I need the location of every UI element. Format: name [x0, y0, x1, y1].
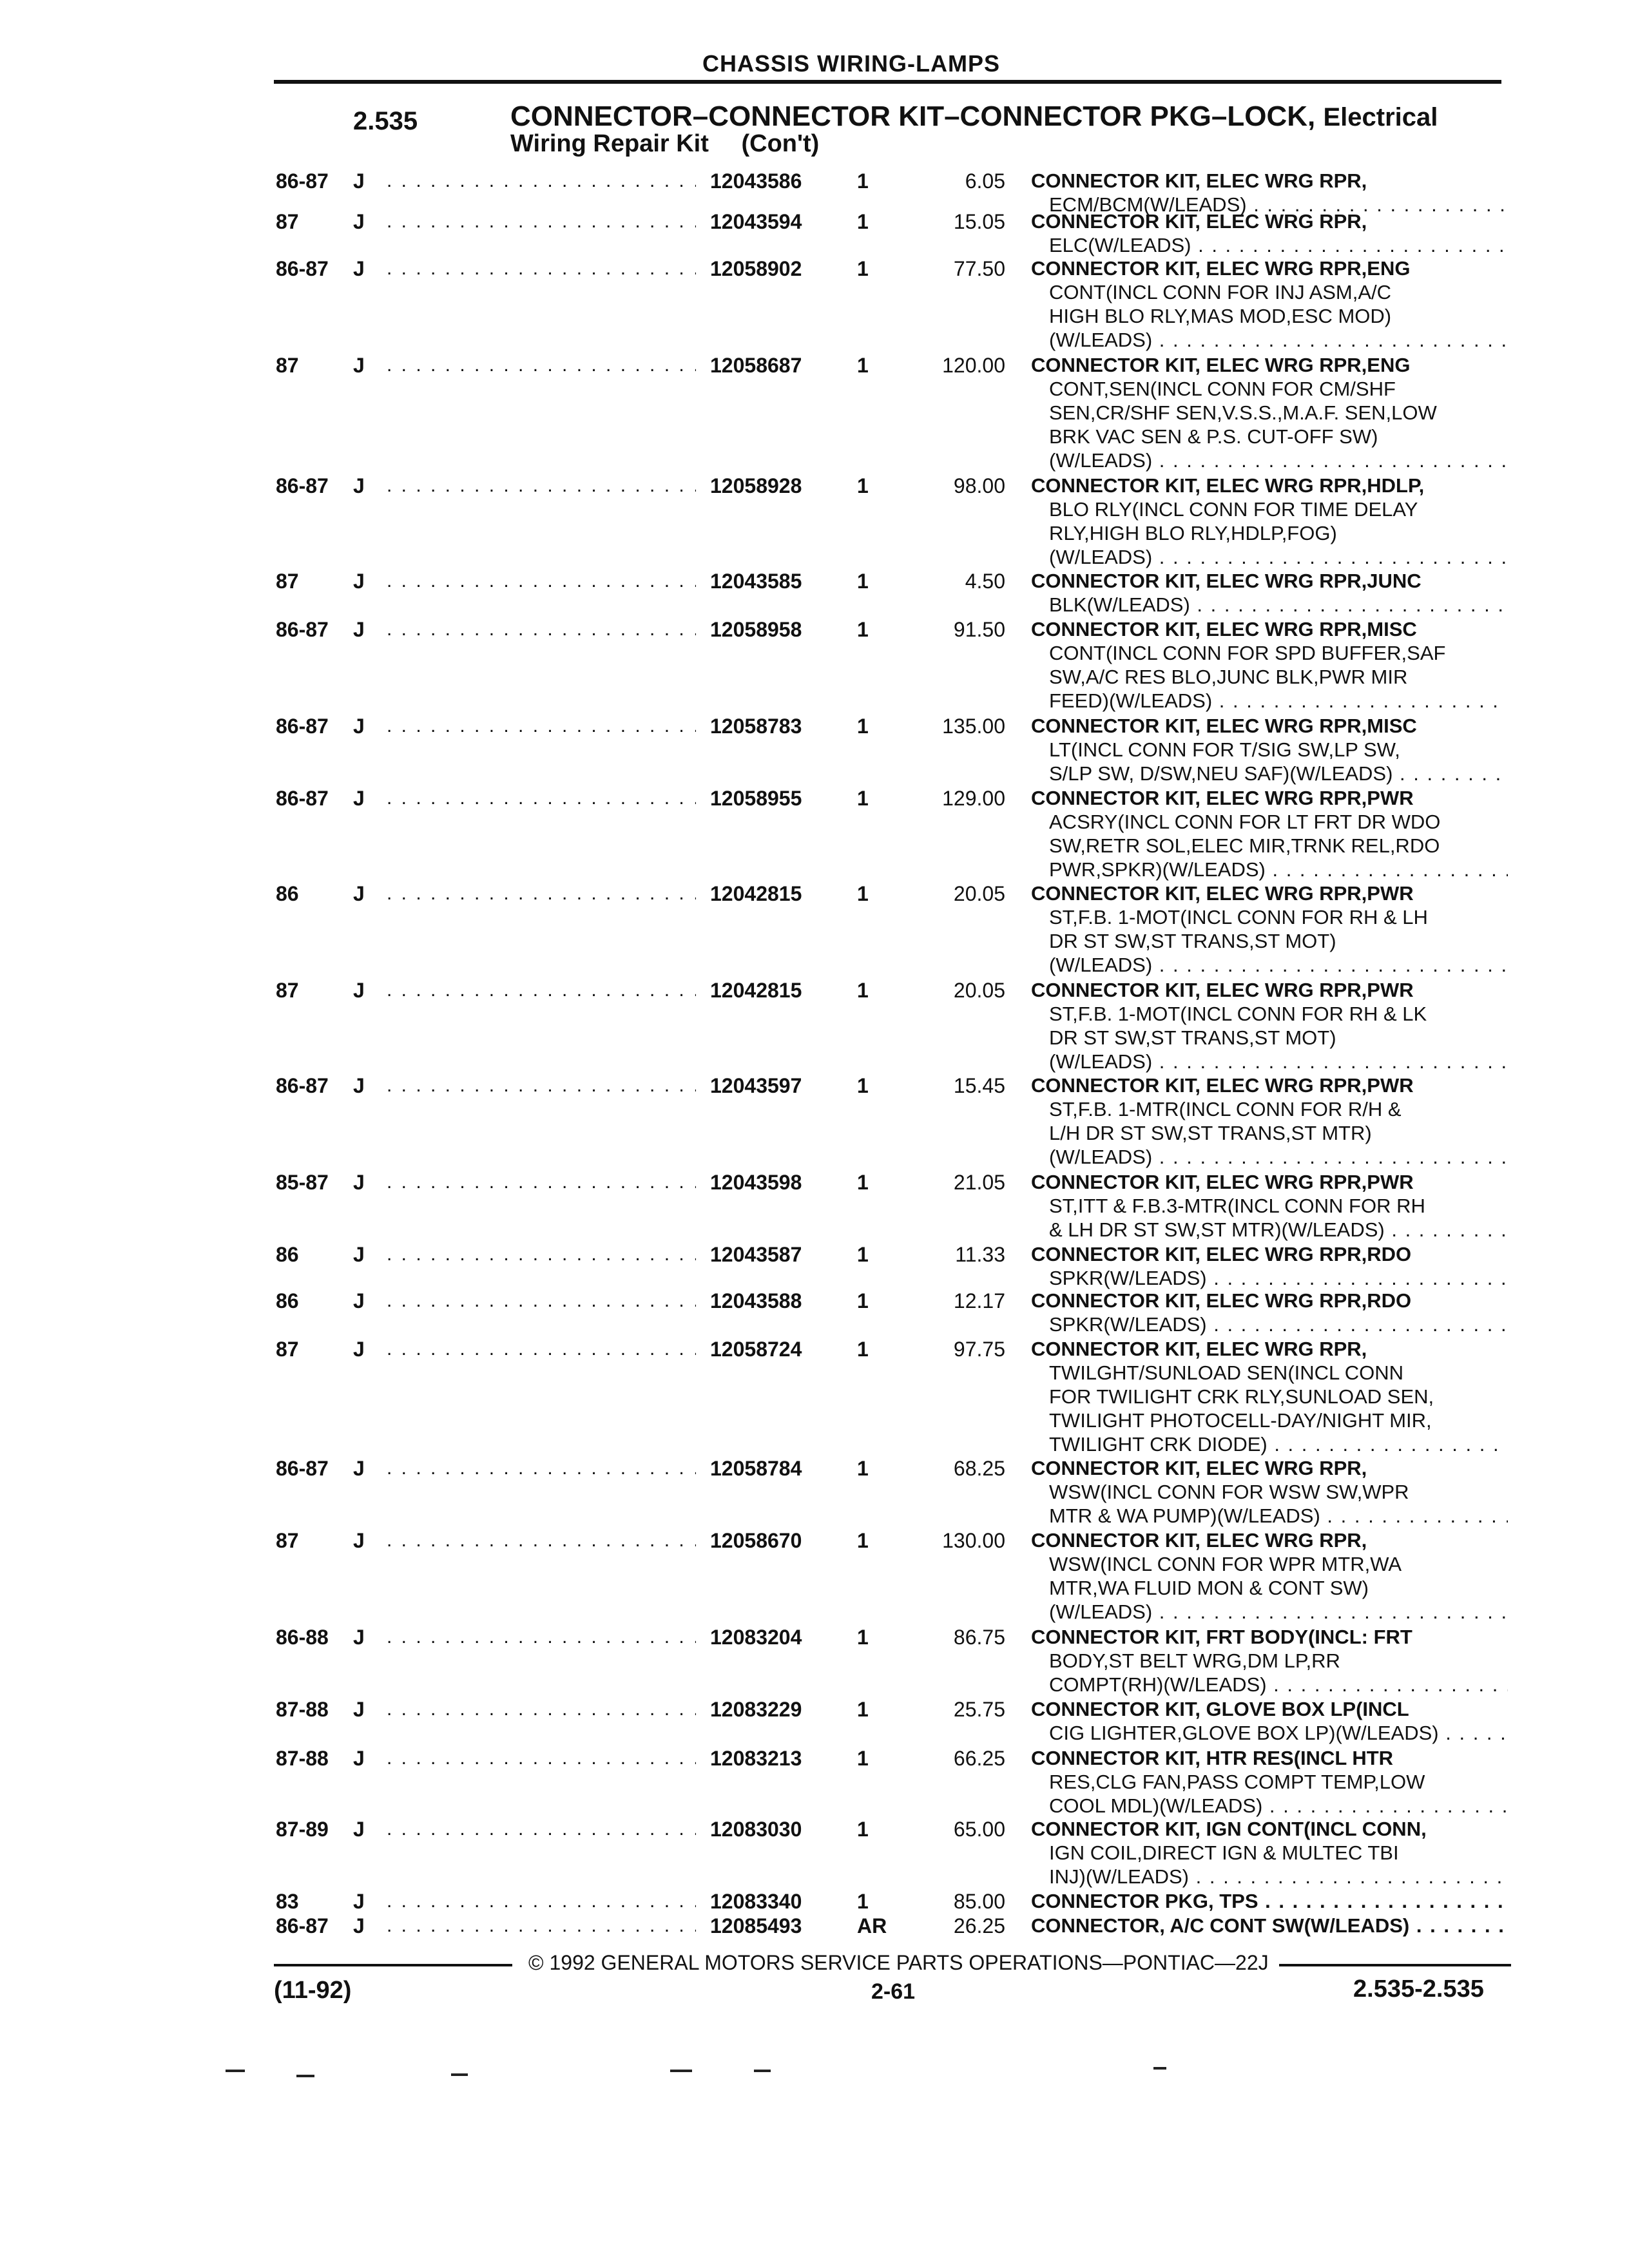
description-line: (W/LEADS) . . . — [1031, 545, 1508, 569]
part-number-cell: 12058724 — [710, 1338, 802, 1361]
year-cell: 87 — [276, 1338, 299, 1361]
description-line: MTR,WA FLUID MON & CONT SW) — [1049, 1577, 1369, 1599]
part-number-cell: 12042815 — [710, 979, 802, 1002]
price-cell: 91.50 — [953, 618, 1005, 641]
description-line: (W/LEADS) . . . — [1031, 953, 1508, 977]
description-line: SEN,CR/SHF SEN,V.S.S.,M.A.F. SEN,LOW — [1049, 401, 1437, 424]
price-cell: 15.45 — [953, 1074, 1005, 1097]
code-cell: J — [353, 979, 365, 1002]
description-line: (W/LEADS) . . . — [1031, 1145, 1508, 1169]
description-line: ST,F.B. 1-MTR(INCL CONN FOR R/H & — [1049, 1098, 1402, 1120]
part-number-cell: 12058955 — [710, 787, 802, 810]
footer-copyright: © 1992 GENERAL MOTORS SERVICE PARTS OPERATIONS—PONTIAC—22J — [528, 1951, 1269, 1974]
description-line: LT(INCL CONN FOR T/SIG SW,LP SW, — [1049, 738, 1400, 761]
quantity-cell: 1 — [857, 1457, 869, 1480]
description-line: MTR & WA PUMP)(W/LEADS) . . . — [1031, 1504, 1508, 1528]
dot-leader — [387, 353, 696, 378]
dot-leader — [387, 1456, 696, 1481]
page-header-title: CHASSIS WIRING-LAMPS — [702, 50, 1001, 77]
description-cell — [1031, 1337, 1508, 1456]
description-line: SW,A/C RES BLO,JUNC BLK,PWR MIR — [1049, 666, 1408, 688]
year-cell: 85-87 — [276, 1171, 329, 1194]
description-line: HIGH BLO RLY,MAS MOD,ESC MOD) — [1049, 305, 1392, 327]
dot-leader — [387, 1528, 696, 1553]
part-number-cell: 12043586 — [710, 169, 802, 193]
dot-leader — [387, 474, 696, 498]
dot-leader — [387, 1625, 696, 1649]
section-title-tail: Electrical — [1323, 103, 1438, 131]
year-cell: 86-88 — [276, 1626, 329, 1649]
dot-leader — [387, 1289, 696, 1313]
dot-leader — [387, 881, 696, 906]
quantity-cell: 1 — [857, 1818, 869, 1841]
description-line: ST,F.B. 1-MOT(INCL CONN FOR RH & LH — [1049, 906, 1428, 928]
description-line: FEED)(W/LEADS) . . . — [1031, 689, 1508, 713]
description-cell — [1031, 1456, 1508, 1528]
footer-section-range: 2.535-2.535 — [1353, 1975, 1484, 2003]
description-line: CONNECTOR KIT, IGN CONT(INCL CONN, — [1031, 1818, 1427, 1840]
dot-leader — [387, 617, 696, 642]
quantity-cell: 1 — [857, 1243, 869, 1266]
description-line: RES,CLG FAN,PASS COMPT TEMP,LOW — [1049, 1771, 1425, 1793]
quantity-cell: AR — [857, 1914, 887, 1937]
part-number-cell: 12058783 — [710, 715, 802, 738]
description-line: SW,RETR SOL,ELEC MIR,TRNK REL,RDO — [1049, 834, 1440, 857]
dot-leader — [387, 1914, 696, 1938]
description-line: CONNECTOR KIT, ELEC WRG RPR, — [1031, 169, 1367, 192]
price-cell: 11.33 — [955, 1243, 1005, 1266]
description-line: CONT(INCL CONN FOR SPD BUFFER,SAF — [1049, 642, 1446, 664]
part-number-cell: 12043594 — [710, 210, 802, 233]
description-line: CONT(INCL CONN FOR INJ ASM,A/C — [1049, 281, 1392, 303]
description-cell — [1031, 569, 1508, 617]
description-line: ST,ITT & F.B.3-MTR(INCL CONN FOR RH — [1049, 1195, 1425, 1217]
year-cell: 86-87 — [276, 474, 329, 497]
dot-leader — [387, 209, 696, 234]
price-cell: 86.75 — [953, 1626, 1005, 1649]
description-line: CONNECTOR KIT, ELEC WRG RPR,JUNC — [1031, 570, 1422, 592]
description-line: CONNECTOR KIT, ELEC WRG RPR,PWR — [1031, 1171, 1414, 1193]
description-cell — [1031, 1914, 1508, 1937]
description-line: CONNECTOR KIT, ELEC WRG RPR,PWR — [1031, 882, 1414, 905]
price-cell: 21.05 — [953, 1171, 1005, 1194]
code-cell: J — [353, 882, 365, 905]
description-cell — [1031, 1889, 1508, 1913]
year-cell: 87-88 — [276, 1747, 329, 1770]
description-line: CONNECTOR KIT, GLOVE BOX LP(INCL — [1031, 1698, 1409, 1720]
description-cell — [1031, 1073, 1508, 1169]
description-cell — [1031, 1170, 1508, 1242]
code-cell: J — [353, 1529, 365, 1552]
quantity-cell: 1 — [857, 169, 869, 193]
code-cell: J — [353, 1890, 365, 1913]
description-cell — [1031, 786, 1508, 881]
description-line: CONNECTOR PKG, TPS . . . — [1031, 1889, 1508, 1913]
dot-leader — [387, 714, 696, 738]
price-cell: 77.50 — [953, 257, 1005, 280]
description-line: (W/LEADS) . . . — [1031, 1600, 1508, 1624]
year-cell: 83 — [276, 1890, 299, 1913]
quantity-cell: 1 — [857, 1626, 869, 1649]
footer-page-number: 2-61 — [871, 1979, 916, 2004]
section-title-main: CONNECTOR–CONNECTOR KIT–CONNECTOR PKG–LOCK, — [510, 101, 1316, 132]
year-cell: 87 — [276, 570, 299, 593]
description-line: COMPT(RH)(W/LEADS) . . . — [1031, 1673, 1508, 1696]
dot-leader — [387, 1746, 696, 1771]
part-number-cell: 12083213 — [710, 1747, 802, 1770]
description-line: CONNECTOR KIT, HTR RES(INCL HTR — [1031, 1747, 1394, 1769]
part-number-cell: 12083204 — [710, 1626, 802, 1649]
price-cell: 12.17 — [953, 1289, 1005, 1312]
part-number-cell: 12058928 — [710, 474, 802, 497]
footer-rule-right — [1279, 1964, 1511, 1966]
description-line: DR ST SW,ST TRANS,ST MOT) — [1049, 1026, 1336, 1049]
description-line: BRK VAC SEN & P.S. CUT-OFF SW) — [1049, 425, 1378, 448]
description-cell — [1031, 617, 1508, 713]
dot-leader — [387, 569, 696, 593]
description-line: DR ST SW,ST TRANS,ST MOT) — [1049, 930, 1336, 952]
year-cell: 87 — [276, 1529, 299, 1552]
scan-speck — [754, 2070, 771, 2072]
quantity-cell: 1 — [857, 882, 869, 905]
price-cell: 25.75 — [953, 1698, 1005, 1721]
quantity-cell: 1 — [857, 1529, 869, 1552]
part-number-cell: 12083229 — [710, 1698, 802, 1721]
code-cell: J — [353, 1914, 365, 1937]
description-line: PWR,SPKR)(W/LEADS) . . . — [1031, 858, 1508, 881]
part-number-cell: 12058670 — [710, 1529, 802, 1552]
code-cell: J — [353, 1074, 365, 1097]
price-cell: 6.05 — [965, 169, 1005, 193]
description-cell — [1031, 1289, 1508, 1336]
quantity-cell: 1 — [857, 979, 869, 1002]
code-cell: J — [353, 1171, 365, 1194]
description-cell — [1031, 1746, 1508, 1818]
quantity-cell: 1 — [857, 354, 869, 377]
description-line: CONNECTOR KIT, ELEC WRG RPR,RDO — [1031, 1243, 1412, 1265]
scan-speck — [670, 2070, 692, 2072]
part-number-cell: 12043587 — [710, 1243, 802, 1266]
scan-speck — [1153, 2067, 1166, 2070]
code-cell: J — [353, 257, 365, 280]
year-cell: 86-87 — [276, 618, 329, 641]
year-cell: 86-87 — [276, 1457, 329, 1480]
description-line: BLK(W/LEADS) . . . — [1031, 593, 1508, 617]
description-line: IGN COIL,DIRECT IGN & MULTEC TBI — [1049, 1841, 1399, 1864]
dot-leader — [387, 786, 696, 811]
part-number-cell: 12083030 — [710, 1818, 802, 1841]
description-line: CONNECTOR KIT, ELEC WRG RPR,PWR — [1031, 979, 1414, 1001]
description-line: CONNECTOR KIT, ELEC WRG RPR,MISC — [1031, 715, 1417, 737]
quantity-cell: 1 — [857, 1338, 869, 1361]
description-line: INJ)(W/LEADS) . . . — [1031, 1865, 1508, 1888]
code-cell: J — [353, 787, 365, 810]
description-line: CONT,SEN(INCL CONN FOR CM/SHF — [1049, 378, 1396, 400]
dot-leader — [387, 978, 696, 1003]
description-line: (W/LEADS) . . . — [1031, 328, 1508, 352]
description-line: SPKR(W/LEADS) . . . — [1031, 1266, 1508, 1290]
code-cell: J — [353, 618, 365, 641]
part-number-cell: 12043597 — [710, 1074, 802, 1097]
quantity-cell: 1 — [857, 570, 869, 593]
code-cell: J — [353, 1338, 365, 1361]
price-cell: 97.75 — [953, 1338, 1005, 1361]
part-number-cell: 12083340 — [710, 1890, 802, 1913]
description-line: (W/LEADS) . . . — [1031, 448, 1508, 472]
description-line: L/H DR ST SW,ST TRANS,ST MTR) — [1049, 1122, 1372, 1144]
description-line: ELC(W/LEADS) . . . — [1031, 233, 1508, 257]
description-cell — [1031, 1242, 1508, 1290]
description-line: CONNECTOR KIT, ELEC WRG RPR,RDO — [1031, 1289, 1412, 1312]
year-cell: 86-87 — [276, 1074, 329, 1097]
section-continued: (Con't) — [741, 130, 820, 157]
quantity-cell: 1 — [857, 1074, 869, 1097]
code-cell: J — [353, 1747, 365, 1770]
price-cell: 129.00 — [942, 787, 1005, 810]
description-line: BLO RLY(INCL CONN FOR TIME DELAY — [1049, 498, 1418, 521]
price-cell: 65.00 — [953, 1818, 1005, 1841]
description-line: TWILIGHT CRK DIODE) . . . — [1031, 1432, 1508, 1456]
dot-leader — [387, 1889, 696, 1914]
price-cell: 20.05 — [953, 882, 1005, 905]
dot-leader — [387, 1170, 696, 1195]
description-cell — [1031, 209, 1508, 257]
description-line: ECM/BCM(W/LEADS) . . . — [1031, 193, 1508, 216]
description-line: CONNECTOR KIT, ELEC WRG RPR, — [1031, 1529, 1367, 1552]
year-cell: 87 — [276, 354, 299, 377]
description-line: CONNECTOR KIT, ELEC WRG RPR,PWR — [1031, 787, 1414, 809]
description-line: (W/LEADS) . . . — [1031, 1050, 1508, 1073]
description-cell — [1031, 881, 1508, 977]
price-cell: 85.00 — [953, 1890, 1005, 1913]
part-number-cell: 12042815 — [710, 882, 802, 905]
description-cell — [1031, 353, 1508, 472]
code-cell: J — [353, 169, 365, 193]
scan-speck — [451, 2073, 468, 2076]
dot-leader — [387, 1817, 696, 1841]
description-line: CIG LIGHTER,GLOVE BOX LP)(W/LEADS) . . . — [1031, 1721, 1508, 1745]
price-cell: 120.00 — [942, 354, 1005, 377]
year-cell: 86-87 — [276, 787, 329, 810]
price-cell: 15.05 — [953, 210, 1005, 233]
description-line: FOR TWILIGHT CRK RLY,SUNLOAD SEN, — [1049, 1385, 1434, 1408]
description-line: & LH DR ST SW,ST MTR)(W/LEADS) . . . — [1031, 1218, 1508, 1242]
description-line: CONNECTOR, A/C CONT SW(W/LEADS) . . . — [1031, 1914, 1508, 1937]
dot-leader — [387, 1073, 696, 1098]
part-number-cell: 12058902 — [710, 257, 802, 280]
description-line: S/LP SW, D/SW,NEU SAF)(W/LEADS) . . . — [1031, 762, 1508, 785]
description-line: TWILIGHT PHOTOCELL-DAY/NIGHT MIR, — [1049, 1409, 1432, 1432]
price-cell: 130.00 — [942, 1529, 1005, 1552]
year-cell: 86 — [276, 1243, 299, 1266]
scan-speck — [296, 2075, 314, 2077]
price-cell: 20.05 — [953, 979, 1005, 1002]
description-line: COOL MDL)(W/LEADS) . . . — [1031, 1794, 1508, 1818]
description-line: CONNECTOR KIT, ELEC WRG RPR, — [1031, 1338, 1367, 1360]
description-cell — [1031, 714, 1508, 785]
quantity-cell: 1 — [857, 618, 869, 641]
code-cell: J — [353, 1626, 365, 1649]
description-line: SPKR(W/LEADS) . . . — [1031, 1312, 1508, 1336]
description-line: ST,F.B. 1-MOT(INCL CONN FOR RH & LK — [1049, 1003, 1427, 1025]
code-cell: J — [353, 1698, 365, 1721]
description-cell — [1031, 256, 1508, 352]
year-cell: 86-87 — [276, 715, 329, 738]
description-line: RLY,HIGH BLO RLY,HDLP,FOG) — [1049, 522, 1337, 544]
description-line: CONNECTOR KIT, ELEC WRG RPR,ENG — [1031, 257, 1411, 280]
description-line: CONNECTOR KIT, FRT BODY(INCL: FRT — [1031, 1626, 1412, 1648]
code-cell: J — [353, 1243, 365, 1266]
quantity-cell: 1 — [857, 474, 869, 497]
year-cell: 86 — [276, 1289, 299, 1312]
description-cell — [1031, 1528, 1508, 1624]
description-line: CONNECTOR KIT, ELEC WRG RPR,HDLP, — [1031, 474, 1425, 497]
price-cell: 26.25 — [953, 1914, 1005, 1937]
part-number-cell: 12043588 — [710, 1289, 802, 1312]
description-line: CONNECTOR KIT, ELEC WRG RPR, — [1031, 210, 1367, 233]
year-cell: 86-87 — [276, 169, 329, 193]
code-cell: J — [353, 1289, 365, 1312]
quantity-cell: 1 — [857, 1171, 869, 1194]
description-line: CONNECTOR KIT, ELEC WRG RPR, — [1031, 1457, 1367, 1479]
description-line: ACSRY(INCL CONN FOR LT FRT DR WDO — [1049, 811, 1441, 833]
part-number-cell: 12043598 — [710, 1171, 802, 1194]
section-number: 2.535 — [353, 107, 418, 135]
description-cell — [1031, 1817, 1508, 1888]
quantity-cell: 1 — [857, 1698, 869, 1721]
description-line: WSW(INCL CONN FOR WPR MTR,WA — [1049, 1553, 1402, 1575]
quantity-cell: 1 — [857, 1289, 869, 1312]
code-cell: J — [353, 1818, 365, 1841]
dot-leader — [387, 1337, 696, 1361]
part-number-cell: 12043585 — [710, 570, 802, 593]
scan-speck — [226, 2070, 245, 2072]
year-cell: 86 — [276, 882, 299, 905]
code-cell: J — [353, 210, 365, 233]
code-cell: J — [353, 474, 365, 497]
price-cell: 4.50 — [965, 570, 1005, 593]
price-cell: 135.00 — [942, 715, 1005, 738]
footer-date: (11-92) — [274, 1977, 352, 2004]
part-number-cell: 12085493 — [710, 1914, 802, 1937]
description-line: BODY,ST BELT WRG,DM LP,RR — [1049, 1649, 1340, 1672]
description-line: CONNECTOR KIT, ELEC WRG RPR,ENG — [1031, 354, 1411, 376]
part-number-cell: 12058958 — [710, 618, 802, 641]
dot-leader — [387, 169, 696, 193]
description-line: TWILGHT/SUNLOAD SEN(INCL CONN — [1049, 1361, 1404, 1384]
year-cell: 87 — [276, 210, 299, 233]
part-number-cell: 12058687 — [710, 354, 802, 377]
year-cell: 87 — [276, 979, 299, 1002]
dot-leader — [387, 1697, 696, 1722]
quantity-cell: 1 — [857, 257, 869, 280]
dot-leader — [387, 256, 696, 281]
quantity-cell: 1 — [857, 1890, 869, 1913]
description-line: WSW(INCL CONN FOR WSW SW,WPR — [1049, 1481, 1409, 1503]
footer-rule-left — [274, 1964, 512, 1966]
code-cell: J — [353, 1457, 365, 1480]
description-line: CONNECTOR KIT, ELEC WRG RPR,PWR — [1031, 1074, 1414, 1097]
year-cell: 87-88 — [276, 1698, 329, 1721]
code-cell: J — [353, 570, 365, 593]
quantity-cell: 1 — [857, 787, 869, 810]
description-cell — [1031, 1625, 1508, 1696]
quantity-cell: 1 — [857, 715, 869, 738]
code-cell: J — [353, 715, 365, 738]
year-cell: 87-89 — [276, 1818, 329, 1841]
year-cell: 86-87 — [276, 257, 329, 280]
section-subtitle-text: Wiring Repair Kit — [510, 130, 709, 157]
code-cell: J — [353, 354, 365, 377]
description-line: CONNECTOR KIT, ELEC WRG RPR,MISC — [1031, 618, 1417, 640]
part-number-cell: 12058784 — [710, 1457, 802, 1480]
description-cell — [1031, 474, 1508, 569]
quantity-cell: 1 — [857, 210, 869, 233]
price-cell: 66.25 — [953, 1747, 1005, 1770]
year-cell: 86-87 — [276, 1914, 329, 1937]
description-cell — [1031, 978, 1508, 1073]
dot-leader — [387, 1242, 696, 1267]
price-cell: 68.25 — [953, 1457, 1005, 1480]
price-cell: 98.00 — [953, 474, 1005, 497]
quantity-cell: 1 — [857, 1747, 869, 1770]
description-cell — [1031, 1697, 1508, 1745]
